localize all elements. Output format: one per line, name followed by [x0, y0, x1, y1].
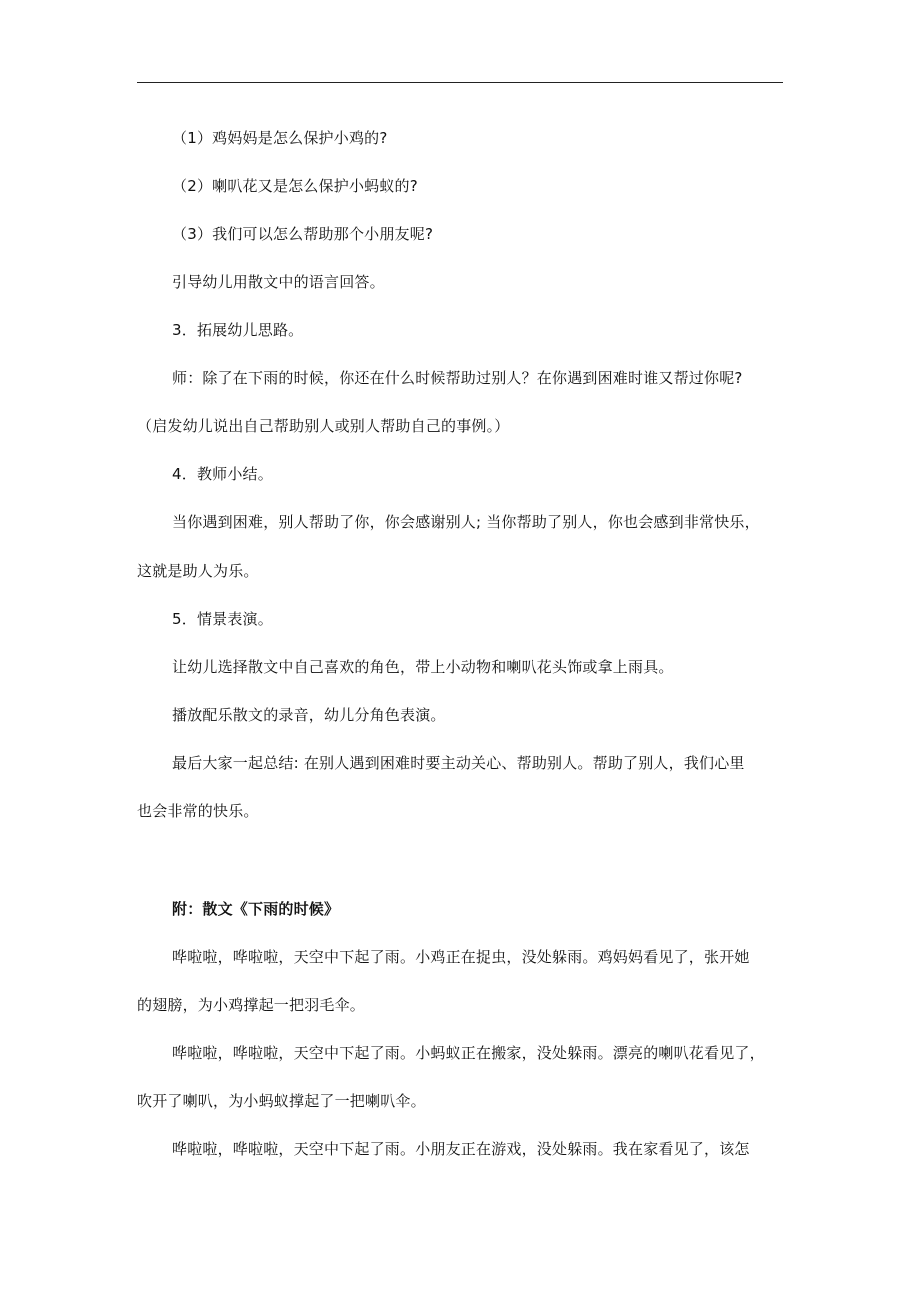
prose-paragraph-3-line-1: 哗啦啦，哗啦啦，天空中下起了雨。小朋友正在游戏，没处躲雨。我在家看见了，该怎: [172, 1140, 750, 1158]
paragraph-teacher-question-note: （启发幼儿说出自己帮助别人或别人帮助自己的事例。）: [137, 417, 510, 435]
appendix-heading: 附：散文《下雨的时候》: [172, 900, 340, 918]
paragraph-conclusion-line-1: 最后大家一起总结: 在别人遇到困难时要主动关心、帮助别人。帮助了别人，我们心里: [172, 754, 745, 772]
step-4-heading: 4．教师小结。: [172, 465, 273, 483]
question-3: （3）我们可以怎么帮助那个小朋友呢?: [172, 225, 434, 243]
step-5-heading: 5．情景表演。: [172, 610, 273, 628]
paragraph-play-recording: 播放配乐散文的录音，幼儿分角色表演。: [172, 706, 446, 724]
paragraph-summary-line-2: 这就是助人为乐。: [137, 562, 259, 580]
step-3-heading: 3．拓展幼儿思路。: [172, 321, 304, 339]
paragraph-choose-role: 让幼儿选择散文中自己喜欢的角色，带上小动物和喇叭花头饰或拿上雨具。: [172, 658, 674, 676]
question-1: （1）鸡妈妈是怎么保护小鸡的?: [172, 129, 388, 147]
paragraph-conclusion-line-2: 也会非常的快乐。: [137, 802, 259, 820]
paragraph-summary-line-1: 当你遇到困难，别人帮助了你，你会感谢别人; 当你帮助了别人，你也会感到非常快乐，: [172, 513, 760, 531]
prose-paragraph-2-line-1: 哗啦啦，哗啦啦，天空中下起了雨。小蚂蚁正在搬家，没处躲雨。漂亮的喇叭花看见了，: [172, 1044, 765, 1062]
prose-paragraph-1-line-1: 哗啦啦，哗啦啦，天空中下起了雨。小鸡正在捉虫，没处躲雨。鸡妈妈看见了，张开她: [172, 948, 750, 966]
prose-paragraph-1-line-2: 的翅膀，为小鸡撑起一把羽毛伞。: [137, 996, 366, 1014]
paragraph-teacher-question: 师：除了在下雨的时候，你还在什么时候帮助过别人？在你遇到困难时谁又帮过你呢?: [172, 369, 743, 387]
prose-paragraph-2-line-2: 吹开了喇叭，为小蚂蚁撑起了一把喇叭伞。: [137, 1092, 426, 1110]
paragraph-guide-answer: 引导幼儿用散文中的语言回答。: [172, 273, 385, 291]
question-2: （2）喇叭花又是怎么保护小蚂蚁的?: [172, 177, 418, 195]
header-rule: [137, 82, 783, 83]
